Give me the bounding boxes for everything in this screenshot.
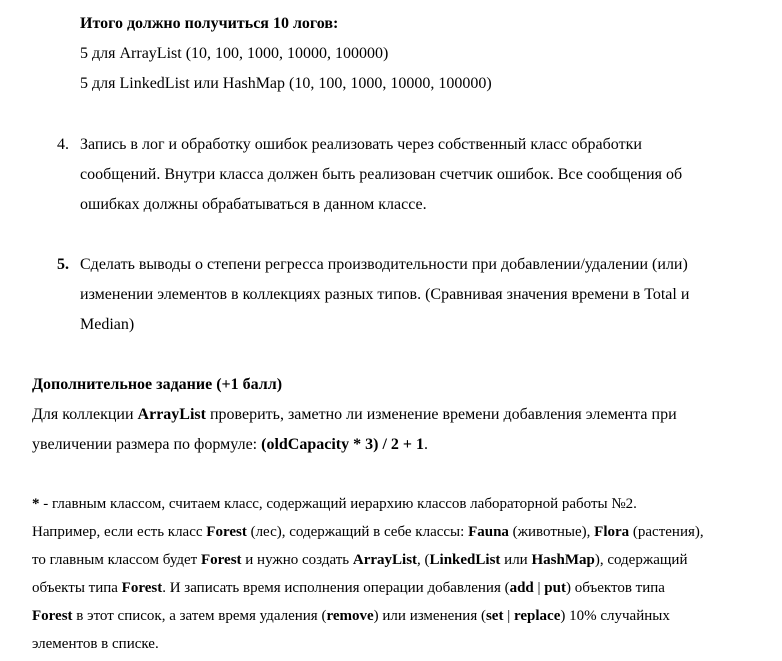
extra-task-line-1: Для коллекции ArrayList проверить, заметно ли изменение времени добавления элемента при bbox=[32, 406, 677, 423]
item5-line-2: изменении элементов в коллекциях разных типов. (Сравнивая значения времени в Total и bbox=[80, 286, 690, 303]
logs-summary-title: Итого должно получиться 10 логов: bbox=[80, 15, 339, 32]
item4-line-3: ошибках должны обрабатываться в данном классе. bbox=[80, 196, 427, 213]
item5-line-3: Median) bbox=[80, 316, 135, 333]
logs-arraylist-line: 5 для ArrayList (10, 100, 1000, 10000, 100000) bbox=[80, 45, 389, 62]
footnote-line-4: объекты типа Forest. И записать время исполнения операции добавления (add | put) объектов типа bbox=[32, 580, 665, 596]
extra-task-title: Дополнительное задание (+1 балл) bbox=[32, 376, 283, 393]
logs-linkedlist-line: 5 для LinkedList или HashMap (10, 100, 1000, 10000, 100000) bbox=[80, 75, 492, 92]
footnote-line-1: * - главным классом, считаем класс, содержащий иерархию классов лабораторной работы №2. bbox=[32, 496, 637, 512]
item4-line-1: Запись в лог и обработку ошибок реализовать через собственный класс обработки bbox=[80, 136, 642, 153]
extra-task-line-2: увеличении размера по формуле: (oldCapacity * 3) / 2 + 1. bbox=[32, 436, 428, 453]
list-item-number-5: 5. bbox=[57, 256, 69, 273]
footnote-line-3: то главным классом будет Forest и нужно создать ArrayList, (LinkedList или HashMap), содержащий bbox=[32, 552, 688, 568]
footnote-line-6: элементов в списке. bbox=[32, 636, 159, 652]
footnote-line-5: Forest в этот список, а затем время удаления (remove) или изменения (set | replace) 10% случайных bbox=[32, 608, 670, 624]
item5-line-1: Сделать выводы о степени регресса производительности при добавлении/удалении (или) bbox=[80, 256, 688, 273]
item4-line-2: сообщений. Внутри класса должен быть реализован счетчик ошибок. Все сообщения об bbox=[80, 166, 683, 183]
footnote-line-2: Например, если есть класс Forest (лес), содержащий в себе классы: Fauna (животные), Flora (растения), bbox=[32, 524, 704, 540]
list-item-number-4: 4. bbox=[57, 136, 69, 153]
